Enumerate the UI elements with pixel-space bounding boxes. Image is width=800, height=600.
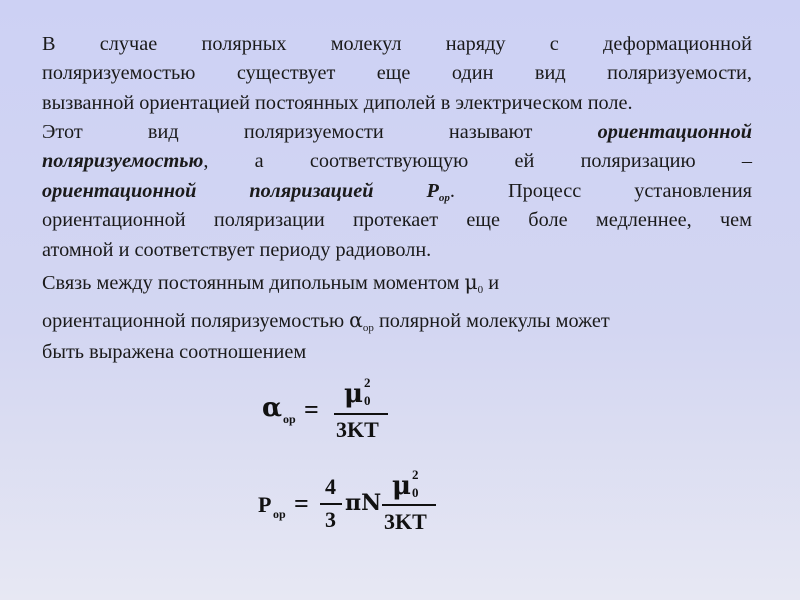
- symbol-p: P: [258, 492, 272, 517]
- text-run: , а соответствующую ей поляризацию –: [203, 150, 752, 173]
- denominator: 3KT: [336, 417, 379, 442]
- text-run: ориентационной поляризуемостью: [42, 310, 350, 332]
- superscript: 2: [412, 467, 419, 482]
- denominator: 3KT: [384, 509, 427, 534]
- text-line: вызванной ориентацией постоянных диполей в электрическом поле.: [42, 91, 633, 114]
- paragraph-1: [42, 30, 752, 118]
- text-line: [42, 147, 752, 176]
- equals-sign: =: [294, 489, 309, 518]
- text-line: атомной и соответствует периоду радиоволн.: [42, 238, 432, 261]
- symbol-mu: μ: [392, 471, 412, 501]
- text-line: ориентационной поляризации протекает еще боле медленнее, чем: [42, 209, 752, 232]
- text-run: и: [483, 272, 500, 294]
- text-run: Этот вид поляризуемости называют: [42, 121, 533, 143]
- text-line: [42, 300, 752, 334]
- text-line: быть выражена соотношением: [42, 341, 307, 363]
- formula-orientational-polarization: [256, 465, 456, 545]
- text-run: Связь между постоянным дипольным моментом: [42, 272, 465, 294]
- text-run: Процесс установления: [454, 179, 753, 202]
- coefficient-numerator: 4: [325, 474, 336, 499]
- subscript: 0: [364, 393, 371, 408]
- text-line: [42, 118, 752, 147]
- symbol-alpha: α: [349, 308, 363, 332]
- paragraph-3: [42, 268, 752, 364]
- symbol-pi-n: πN: [345, 490, 382, 516]
- fraction-bar: [382, 504, 436, 506]
- formula-orientational-polarizability: [258, 375, 408, 450]
- text-run: .: [449, 179, 455, 202]
- coefficient-denominator: 3: [325, 507, 336, 532]
- symbol-mu: μ: [344, 379, 364, 409]
- text-line: [42, 268, 752, 300]
- subscript: ор: [283, 412, 296, 426]
- symbol-mu: μ: [464, 270, 478, 294]
- fraction-bar: [334, 413, 388, 415]
- subscript: ор: [273, 507, 286, 521]
- equals-sign: =: [304, 395, 319, 424]
- text-line: поляризуемостью существует еще один вид поляризуемости,: [42, 62, 752, 85]
- fraction-bar: [320, 503, 342, 505]
- text-line: В случае полярных молекул наряду с деформационной: [42, 33, 752, 55]
- superscript: 2: [364, 375, 371, 390]
- term-orientational: ориентационной: [597, 121, 752, 143]
- text-run: полярной молекулы может: [373, 310, 610, 332]
- symbol-alpha: α: [262, 393, 283, 423]
- paragraph-2: [42, 118, 752, 265]
- subscript: 0: [477, 284, 484, 296]
- subscript: 0: [412, 485, 419, 500]
- subscript: ор: [362, 322, 374, 334]
- symbol-p: P: [426, 179, 439, 202]
- term-polarizability: поляризуемостью: [42, 150, 204, 173]
- term-orientational-polarization: ориентационной поляризацией: [42, 179, 374, 202]
- subscript: ор: [438, 191, 450, 204]
- text-line: [42, 177, 752, 206]
